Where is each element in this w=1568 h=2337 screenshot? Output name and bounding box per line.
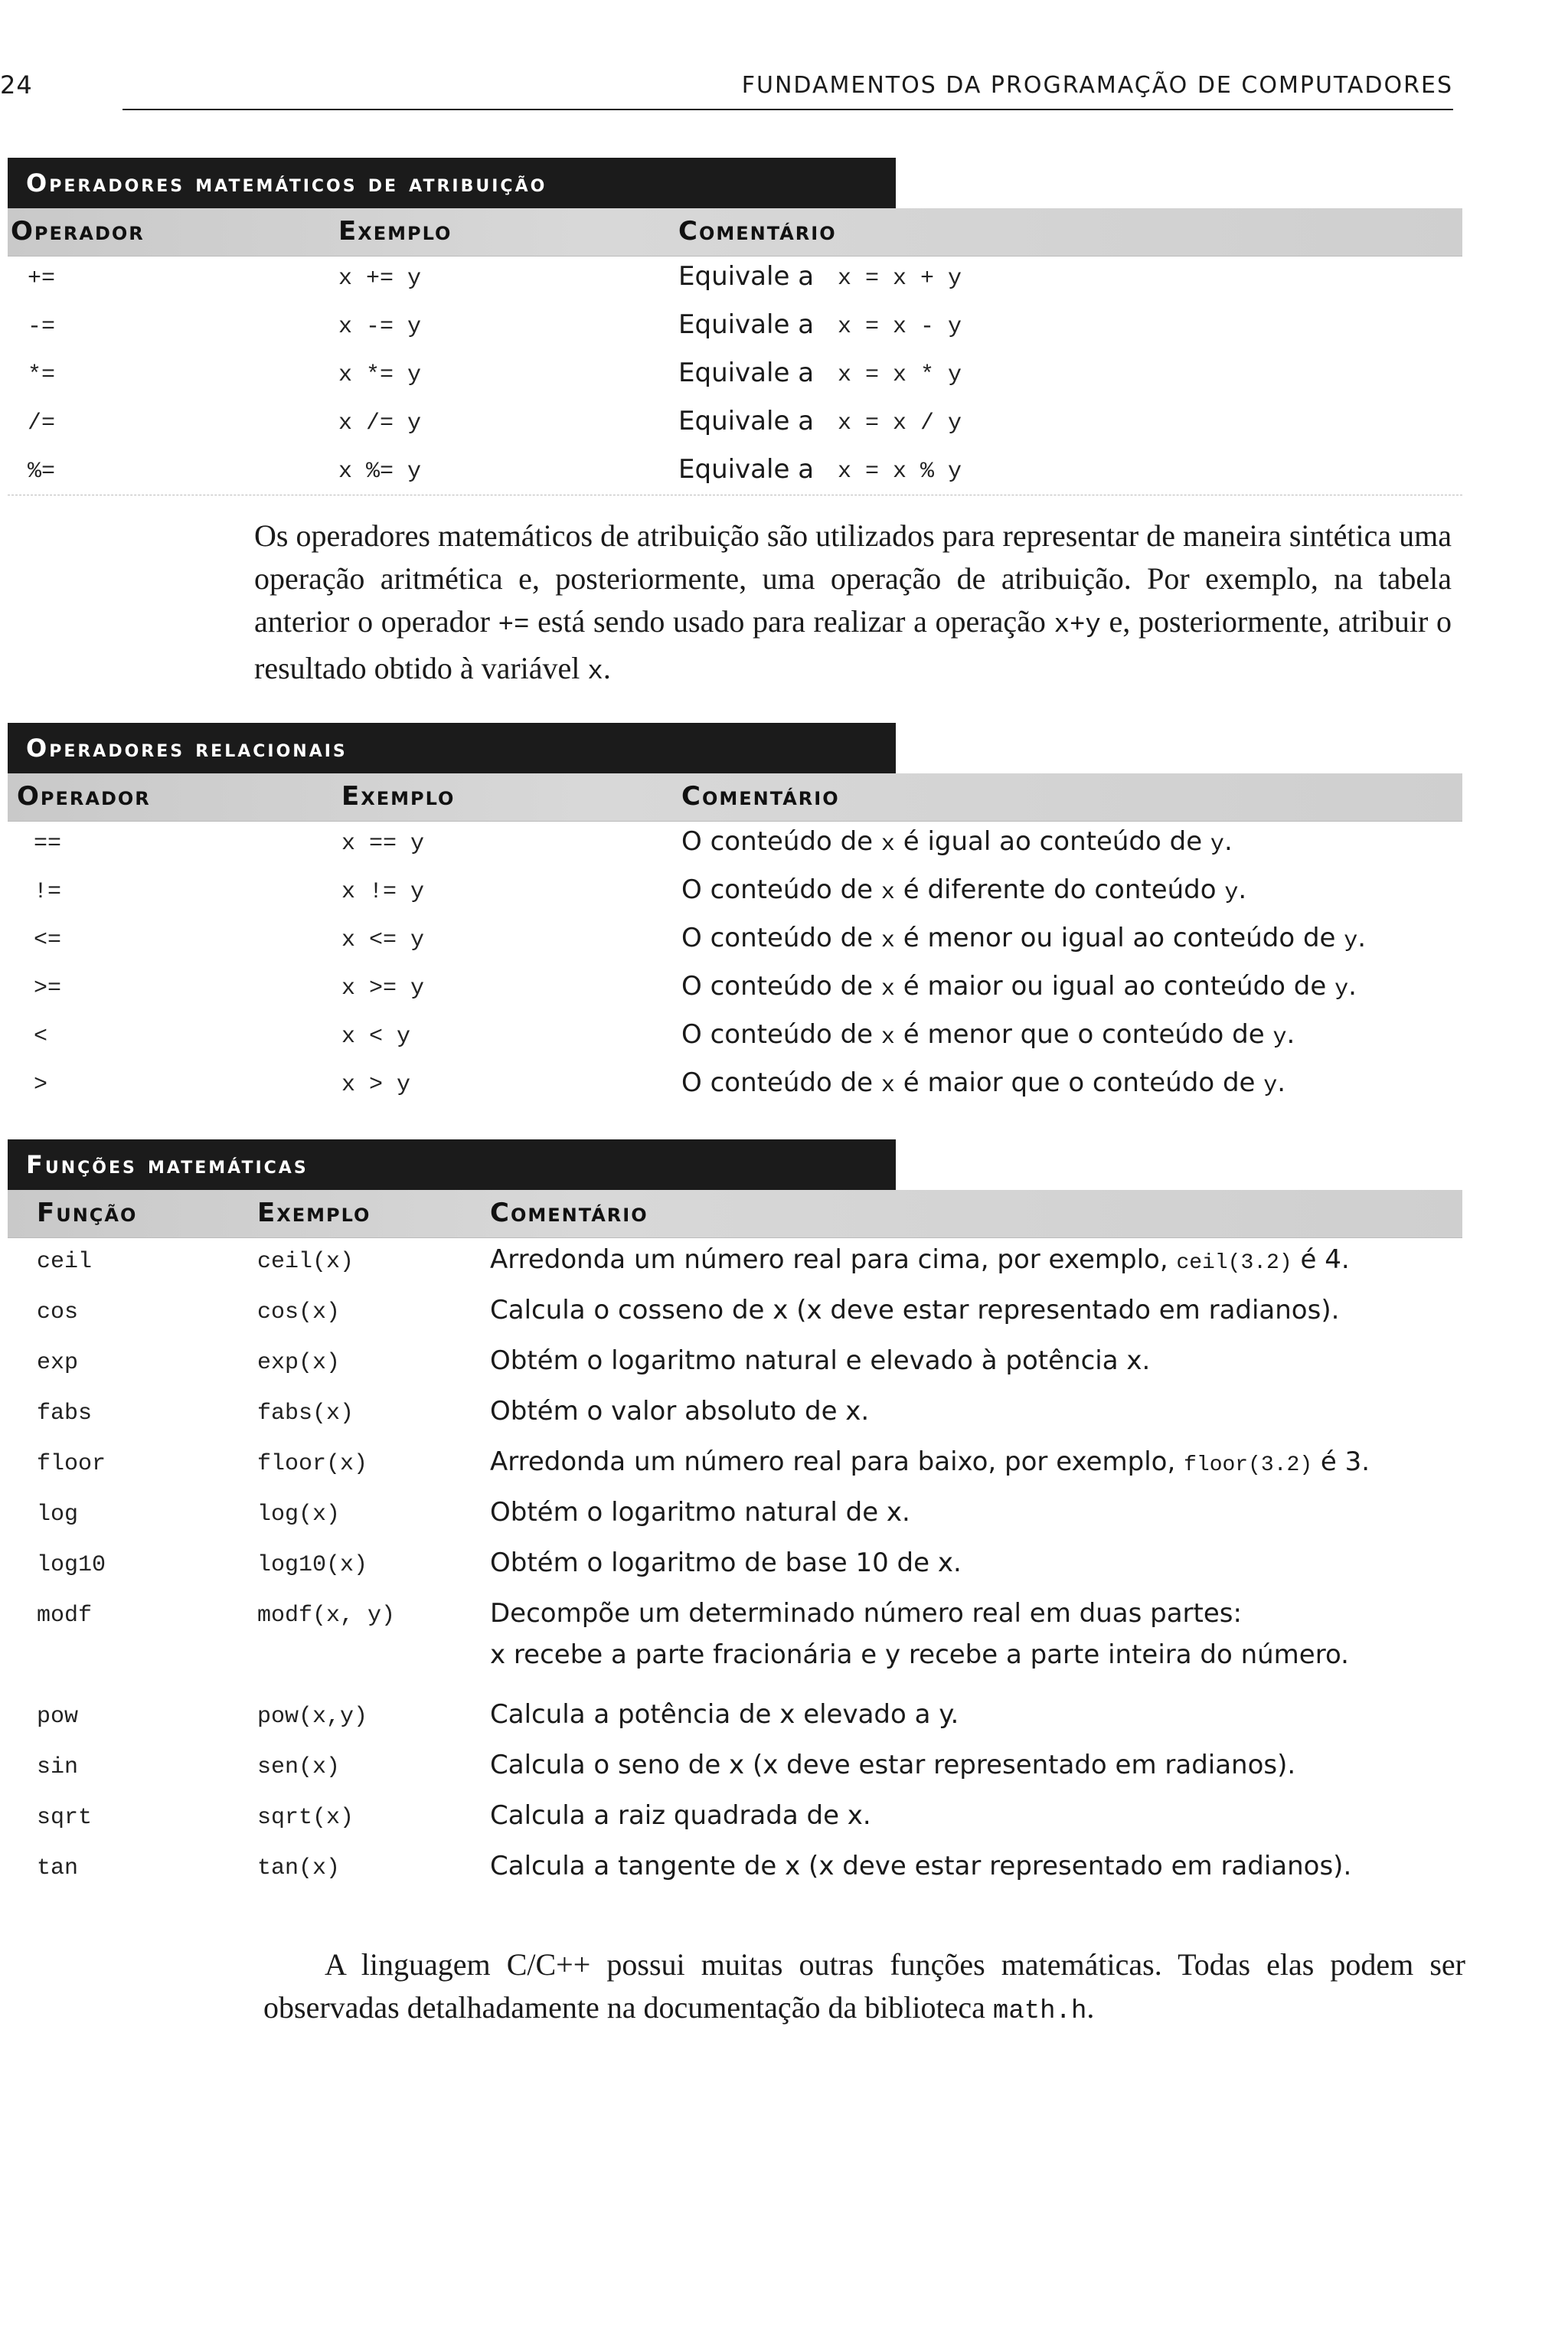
running-head: FUNDAMENTOS DA PROGRAMAÇÃO DE COMPUTADORES <box>741 72 1453 99</box>
table-row <box>8 870 1462 918</box>
column-header-comment: Comentário <box>678 216 837 247</box>
column-header-row <box>8 773 1462 822</box>
comment-text: é 3. <box>1312 1446 1370 1477</box>
paragraph-text: Os operadores matemáticos de atribuição são utilizados para representar de maneira sintética uma operação aritmética e, posteriormente, uma operação de atribuição. Por exemplo, na tabela anterior o operador <box>254 518 1452 639</box>
comment-text: Calcula o seno de x (x deve estar representado em radianos). <box>490 1750 1296 1780</box>
operator-cell: >= <box>34 976 62 1002</box>
assignment-rows <box>8 257 1462 498</box>
table-row <box>8 966 1462 1015</box>
comment-text: é maior que o conteúdo de <box>894 1067 1264 1098</box>
operator-cell: < <box>34 1024 48 1050</box>
comment-text: Calcula a tangente de x (x deve estar representado em radianos). <box>490 1851 1352 1881</box>
variable-x: x <box>880 880 895 906</box>
comment-cell <box>490 1244 1350 1275</box>
column-header-comment: Comentário <box>681 781 840 812</box>
example-cell: x != y <box>341 879 425 905</box>
comment-cell <box>681 1019 1295 1051</box>
comment-text: Obtém o logaritmo de base 10 de x. <box>490 1548 962 1578</box>
variable-y: y <box>1334 976 1349 1002</box>
table-row <box>8 257 1462 305</box>
column-header-example: Exemplo <box>257 1198 371 1228</box>
comment-cell <box>681 826 1233 858</box>
table-row <box>8 1289 1462 1339</box>
comment-code: x = x / y <box>838 410 962 436</box>
column-header-function: Função <box>37 1198 138 1228</box>
operator-cell: += <box>28 266 56 292</box>
table-row <box>8 918 1462 966</box>
comment-cell <box>490 1295 1339 1325</box>
paragraph-text: e, posteriormente, atribuir o resultado obtido à variável <box>254 604 1452 685</box>
comment-text: é diferente do conteúdo <box>894 874 1225 905</box>
operator-cell: /= <box>28 410 56 436</box>
column-header-row <box>8 208 1462 257</box>
function-rows <box>8 1238 1462 1895</box>
paragraph-text: . <box>603 651 611 685</box>
paragraph-math-library <box>263 1943 1465 2033</box>
example-cell: x < y <box>341 1024 411 1050</box>
inline-code: x <box>587 658 603 687</box>
example-cell: exp(x) <box>257 1350 341 1376</box>
comment-cell <box>681 874 1246 906</box>
table-row <box>8 1693 1462 1744</box>
relational-operators-table <box>8 723 1462 1106</box>
operator-cell: == <box>34 831 62 857</box>
column-header-comment: Comentário <box>490 1198 648 1228</box>
example-cell: tan(x) <box>257 1855 341 1881</box>
example-cell: x <= y <box>341 927 425 953</box>
comment-text: . <box>1348 971 1357 1002</box>
table-row <box>8 1845 1462 1895</box>
example-cell: x > y <box>341 1072 411 1098</box>
table-row <box>8 449 1462 498</box>
comment-text: . <box>1286 1019 1295 1050</box>
table-row <box>8 1744 1462 1794</box>
comment-text: Obtém o logaritmo natural de x. <box>490 1497 910 1528</box>
function-cell: ceil <box>37 1249 93 1275</box>
operator-cell: <= <box>34 927 62 953</box>
inline-code: += <box>498 611 530 640</box>
function-cell: cos <box>37 1299 79 1325</box>
variable-y: y <box>1224 880 1239 906</box>
comment-text: . <box>1357 923 1367 953</box>
comment-label: Equivale a <box>678 358 815 388</box>
column-header-row <box>8 1190 1462 1238</box>
function-cell: pow <box>37 1704 79 1730</box>
example-cell: modf(x, y) <box>257 1603 396 1629</box>
comment-text: Calcula a potência de x elevado a y. <box>490 1699 959 1730</box>
comment-label: Equivale a <box>678 309 815 340</box>
inline-code: floor(3.2) <box>1184 1453 1313 1477</box>
comment-label: Equivale a <box>678 261 815 292</box>
inline-code: ceil(3.2) <box>1176 1251 1292 1275</box>
comment-text: é menor que o conteúdo de <box>894 1019 1273 1050</box>
table-row <box>8 1238 1462 1289</box>
function-cell: sqrt <box>37 1805 93 1831</box>
comment-cell <box>490 1699 959 1730</box>
comment-cell <box>490 1345 1150 1376</box>
comment-cell <box>681 971 1357 1002</box>
paragraph-text: . <box>1086 1990 1095 2025</box>
operator-cell: -= <box>28 314 56 340</box>
example-cell: x >= y <box>341 976 425 1002</box>
comment-code: x = x * y <box>838 362 962 388</box>
comment-text: Obtém o logaritmo natural e elevado à potência x. <box>490 1345 1151 1376</box>
comment-text: . <box>1223 826 1233 857</box>
table-row <box>8 1339 1462 1390</box>
comment-text: O conteúdo de <box>681 874 881 905</box>
function-cell: exp <box>37 1350 79 1376</box>
comment-code: x = x % y <box>838 459 962 485</box>
example-cell: floor(x) <box>257 1451 368 1477</box>
example-cell: ceil(x) <box>257 1249 354 1275</box>
column-header-example: Exemplo <box>338 216 452 247</box>
comment-text: é igual ao conteúdo de <box>894 826 1210 857</box>
paragraph-assignment-explanation <box>254 515 1452 694</box>
comment-text: O conteúdo de <box>681 1019 881 1050</box>
table-row <box>8 305 1462 353</box>
table-row <box>8 1063 1462 1111</box>
example-cell: x == y <box>341 831 425 857</box>
comment-text: Calcula a raiz quadrada de x. <box>490 1800 871 1831</box>
operator-cell: *= <box>28 362 56 388</box>
comment-cell <box>490 1396 869 1427</box>
page-number: 24 <box>0 70 33 100</box>
section-title: Funções matemáticas <box>8 1139 896 1190</box>
function-cell: log <box>37 1502 79 1528</box>
variable-x: x <box>880 976 895 1002</box>
example-cell: x %= y <box>338 459 422 485</box>
variable-x: x <box>880 1025 895 1051</box>
comment-text: Arredonda um número real para baixo, por exemplo, <box>490 1446 1184 1477</box>
comment-cell <box>490 1497 910 1528</box>
table-row <box>8 401 1462 449</box>
comment-cell <box>490 1851 1351 1881</box>
relational-rows <box>8 822 1462 1111</box>
table-row <box>8 1440 1462 1491</box>
comment-text: Decompõe um determinado número real em duas partes: <box>490 1598 1242 1629</box>
variable-y: y <box>1210 832 1224 858</box>
comment-cell <box>490 1446 1370 1477</box>
section-title: Operadores matemáticos de atribuição <box>8 158 896 208</box>
math-functions-table <box>8 1139 1462 1913</box>
table-row <box>8 353 1462 401</box>
example-cell: pow(x,y) <box>257 1704 368 1730</box>
table-row <box>8 1015 1462 1063</box>
comment-cell <box>681 923 1366 954</box>
example-cell: x *= y <box>338 362 422 388</box>
table-row <box>8 1592 1462 1693</box>
comment-cell <box>490 1548 962 1578</box>
example-cell: cos(x) <box>257 1299 341 1325</box>
function-cell: modf <box>37 1603 93 1629</box>
variable-y: y <box>1344 928 1358 954</box>
column-header-operator: Operador <box>11 216 145 247</box>
comment-cell <box>490 1750 1295 1780</box>
comment-cell <box>490 1598 1242 1629</box>
function-cell: sin <box>37 1754 79 1780</box>
comment-text: . <box>1238 874 1247 905</box>
variable-x: x <box>880 1073 895 1099</box>
table-row <box>8 1541 1462 1592</box>
example-cell: sqrt(x) <box>257 1805 354 1831</box>
example-cell: sen(x) <box>257 1754 341 1780</box>
function-cell: log10 <box>37 1552 106 1578</box>
example-cell: x /= y <box>338 410 422 436</box>
inline-code: x+y <box>1054 611 1101 640</box>
assignment-operators-table <box>8 158 1462 495</box>
example-cell: fabs(x) <box>257 1401 354 1427</box>
variable-y: y <box>1272 1025 1287 1051</box>
comment-text: é maior ou igual ao conteúdo de <box>894 971 1335 1002</box>
header-rule <box>122 109 1453 110</box>
example-cell: log10(x) <box>257 1552 368 1578</box>
variable-y: y <box>1263 1073 1278 1099</box>
column-header-example: Exemplo <box>341 781 456 812</box>
comment-code: x = x - y <box>838 314 962 340</box>
operator-cell: != <box>34 879 62 905</box>
comment-text: é menor ou igual ao conteúdo de <box>894 923 1344 953</box>
comment-label: Equivale a <box>678 406 815 436</box>
comment-text: O conteúdo de <box>681 923 881 953</box>
example-cell: x -= y <box>338 314 422 340</box>
comment-cell <box>681 1067 1285 1099</box>
section-title: Operadores relacionais <box>8 723 896 773</box>
paragraph-text: A linguagem C/C++ possui muitas outras funções matemáticas. Todas elas podem ser observadas detalhadamente na documentação da biblioteca <box>263 1947 1465 2025</box>
table-row <box>8 1794 1462 1845</box>
variable-x: x <box>880 832 895 858</box>
inline-code: math.h <box>992 1997 1087 2026</box>
column-header-operator: Operador <box>17 781 151 812</box>
comment-text: Arredonda um número real para cima, por exemplo, <box>490 1244 1177 1275</box>
function-cell: fabs <box>37 1401 93 1427</box>
example-cell: x += y <box>338 266 422 292</box>
comment-label: Equivale a <box>678 454 815 485</box>
function-cell: floor <box>37 1451 106 1477</box>
comment-cell <box>490 1800 871 1831</box>
paragraph-text: está sendo usado para realizar a operação <box>529 604 1054 639</box>
operator-cell: > <box>34 1072 48 1098</box>
variable-x: x <box>880 928 895 954</box>
table-row <box>8 1390 1462 1440</box>
table-row <box>8 1491 1462 1541</box>
comment-text: O conteúdo de <box>681 971 881 1002</box>
comment-text: . <box>1277 1067 1286 1098</box>
comment-text: Obtém o valor absoluto de x. <box>490 1396 870 1427</box>
comment-text: é 4. <box>1292 1244 1350 1275</box>
comment-text-line2: x recebe a parte fracionária e y recebe a parte inteira do número. <box>490 1639 1349 1670</box>
function-cell: tan <box>37 1855 79 1881</box>
operator-cell: %= <box>28 459 56 485</box>
comment-text: Calcula o cosseno de x (x deve estar representado em radianos). <box>490 1295 1340 1325</box>
comment-text: O conteúdo de <box>681 1067 881 1098</box>
table-row <box>8 822 1462 870</box>
comment-text: O conteúdo de <box>681 826 881 857</box>
example-cell: log(x) <box>257 1502 341 1528</box>
comment-code: x = x + y <box>838 266 962 292</box>
